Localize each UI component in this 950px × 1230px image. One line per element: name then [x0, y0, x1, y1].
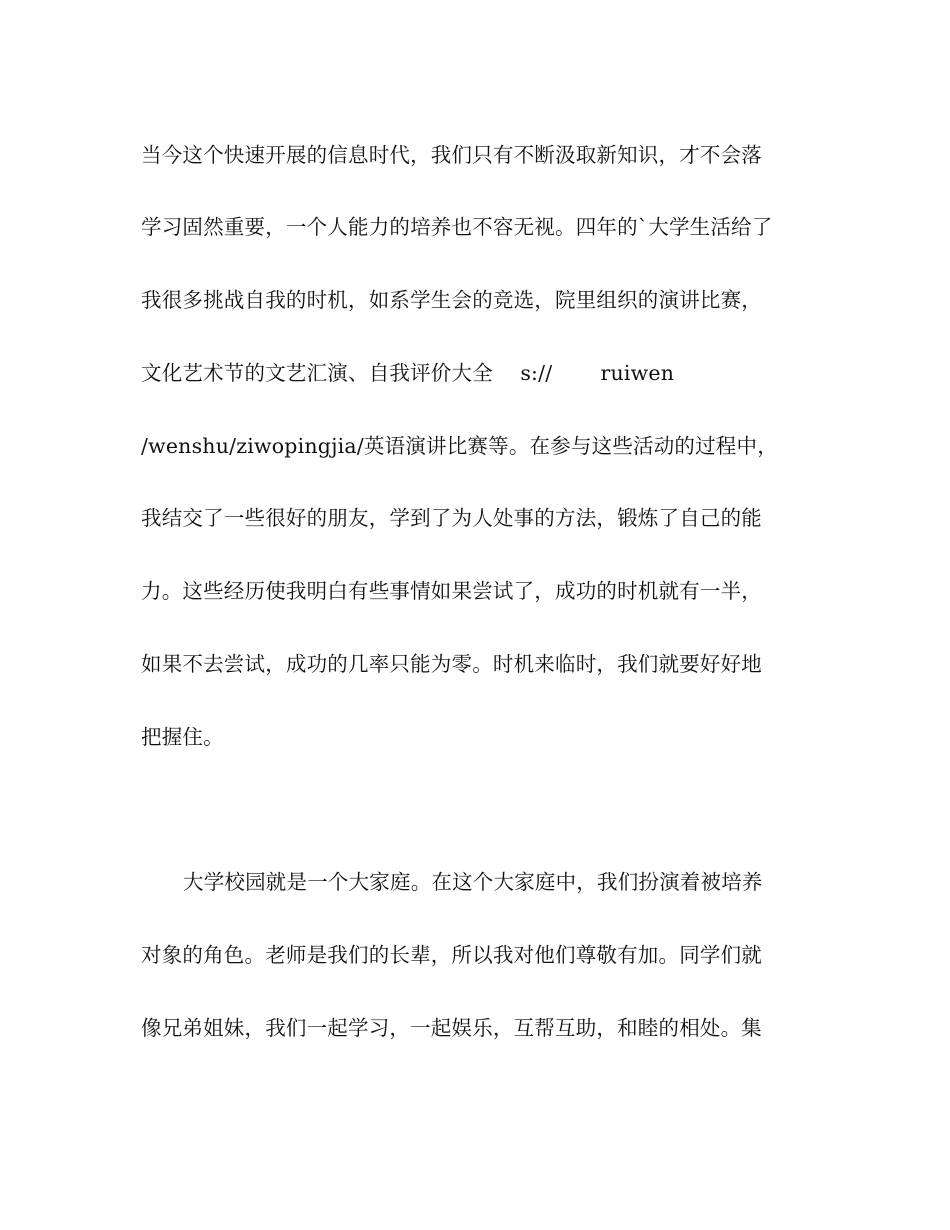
paragraph-1-line-3: 我很多挑战自我的时机，如系学生会的竞选，院里组织的演讲比赛，	[141, 288, 762, 312]
paragraph-1-line-7: 力。这些经历使我明白有些事情如果尝试了，成功的时机就有一半，	[141, 579, 762, 603]
paragraph-1-line-6: 我结交了一些很好的朋友，学到了为人处事的方法，锻炼了自己的能	[141, 506, 762, 530]
paragraph-2-line-2: 对象的角色。老师是我们的长辈，所以我对他们尊敬有加。同学们就	[141, 943, 762, 967]
paragraph-1-line-5: /wenshu/ziwopingjia/英语演讲比赛等。在参与这些活动的过程中，	[141, 434, 778, 458]
paragraph-1-line-1: 当今这个快速开展的信息时代，我们只有不断汲取新知识，才不会落	[141, 143, 762, 167]
paragraph-2-line-3: 像兄弟姐妹，我们一起学习，一起娱乐，互帮互助，和睦的相处。集	[141, 1016, 762, 1040]
paragraph-1-line-4: 文化艺术节的文艺汇演、自我评价大全 s:// ruiwen	[141, 361, 675, 385]
paragraph-1-line-8: 如果不去尝试，成功的几率只能为零。时机来临时，我们就要好好地	[141, 652, 762, 676]
paragraph-1-line-2: 学习固然重要，一个人能力的培养也不容无视。四年的`大学生活给了	[141, 215, 773, 239]
paragraph-1-line-9: 把握住。	[141, 725, 224, 749]
paragraph-2-line-1: 大学校园就是一个大家庭。在这个大家庭中，我们扮演着被培养	[183, 870, 763, 894]
